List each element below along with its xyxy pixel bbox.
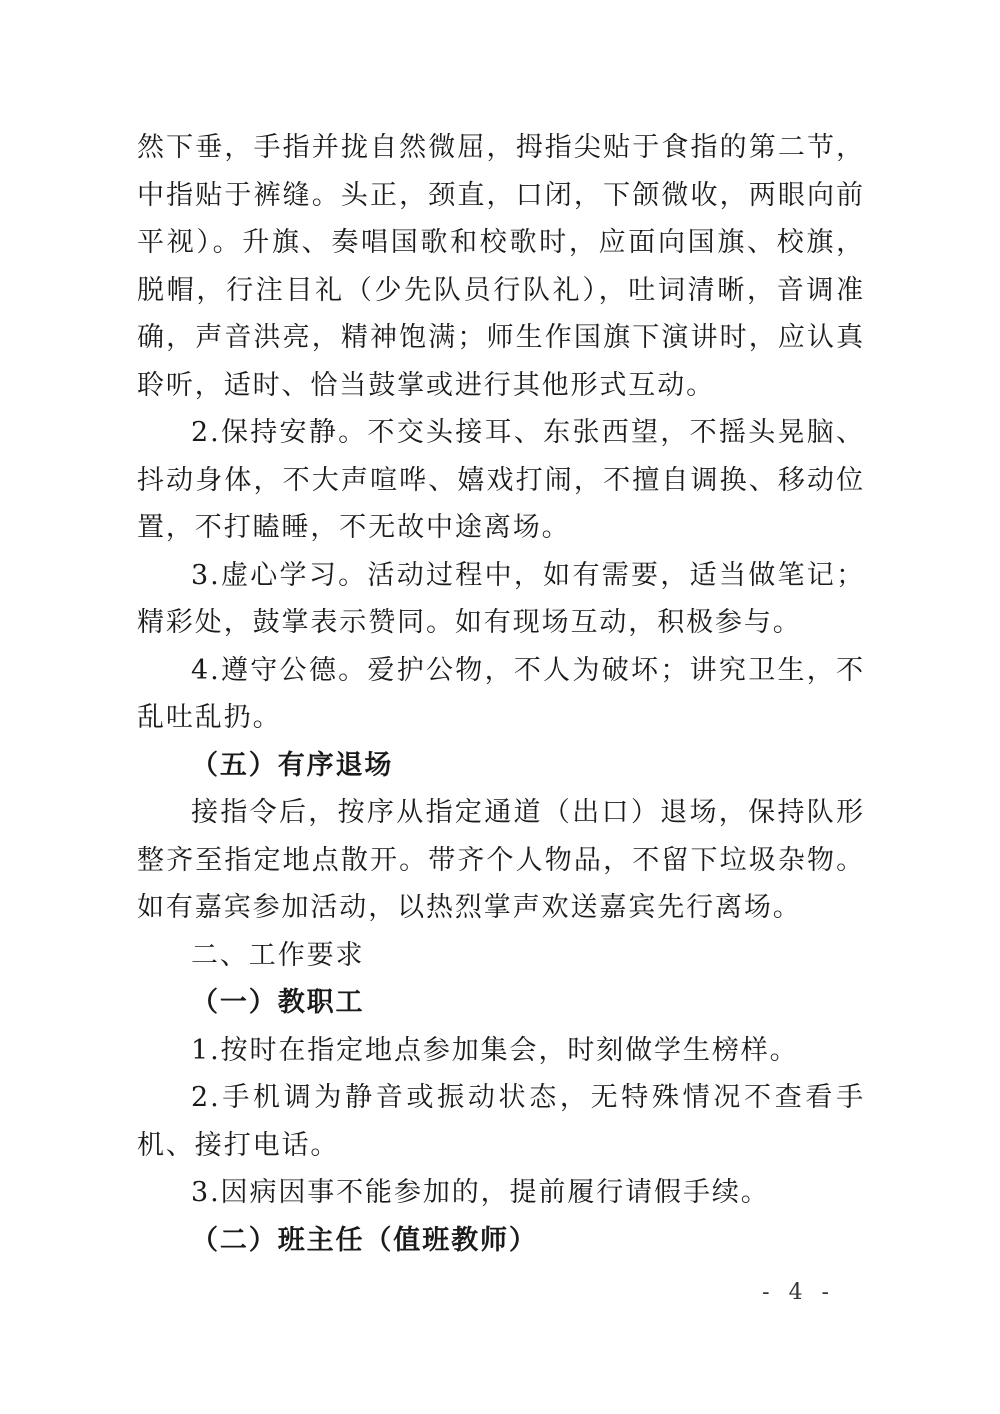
heading-staff: （一）教职工 <box>191 987 365 1018</box>
paragraph-exit-instructions: 接指令后，按序从指定通道（出口）退场，保持队形整齐至指定地点散开。带齐个人物品，不留下垃圾杂物。如有嘉宾参加活动，以热烈掌声欢送嘉宾先行离场。 <box>137 797 865 923</box>
page-number: - 4 - <box>762 1280 835 1305</box>
paragraph-staff-attend: 1.按时在指定地点参加集会，时刻做学生榜样。 <box>191 1034 799 1066</box>
heading-class-teacher: （二）班主任（值班教师） <box>191 1224 538 1256</box>
paragraph-learn-humbly: 3.虚心学习。活动过程中，如有需要，适当做笔记；精彩处，鼓掌表示赞同。如有现场互动，积极参与。 <box>137 559 865 638</box>
paragraph-keep-quiet: 2.保持安静。不交头接耳、东张西望，不摇头晃脑、抖动身体，不大声喧哗、嬉戏打闹，不擅自调换、移动位置，不打瞌睡，不无故中途离场。 <box>137 417 865 543</box>
paragraph-staff-leave: 3.因病因事不能参加的，提前履行请假手续。 <box>191 1177 770 1208</box>
heading-work-requirements: 二、工作要求 <box>191 939 365 971</box>
document-body <box>137 124 865 1264</box>
paragraph-staff-phone: 2.手机调为静音或振动状态，无特殊情况不查看手机、接打电话。 <box>137 1082 865 1161</box>
paragraph-continued-posture: 然下垂，手指并拢自然微屈，拇指尖贴于食指的第二节，中指贴于裤缝。头正，颈直，口闭，下颌微收，两眼向前平视）。升旗、奏唱国歌和校歌时，应面向国旗、校旗，脱帽，行注目礼（少先队员行队礼），吐词清晰，音调准确，声音洪亮，精神饱满；师生作国旗下演讲时，应认真聆听，适时、恰当鼓掌或进行其他形式互动。 <box>137 132 865 401</box>
heading-orderly-exit: （五）有序退场 <box>191 749 394 781</box>
paragraph-public-morality: 4.遵守公德。爱护公物，不人为破坏；讲究卫生，不乱吐乱扔。 <box>137 654 865 733</box>
